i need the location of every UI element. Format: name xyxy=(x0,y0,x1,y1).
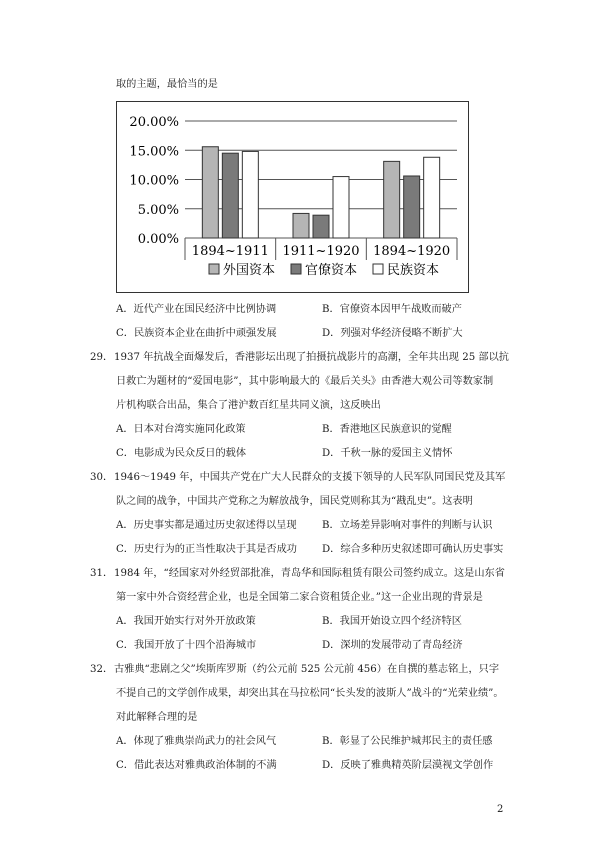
y-tick-label: 0.00% xyxy=(137,232,179,247)
y-tick-label: 15.00% xyxy=(129,144,179,160)
q31-number: 31． xyxy=(90,568,114,579)
bar xyxy=(424,157,440,238)
y-tick-label: 20.00% xyxy=(129,115,179,130)
x-tick-label: 1911~1920 xyxy=(282,244,360,259)
q32-line-1: 古雅典“悲剧之父”埃斯库罗斯（约公元前 525 公元前 456）在自撰的墓志铭上，只字 xyxy=(114,664,500,675)
q32-line-3: 对此解释合理的是 xyxy=(116,712,198,723)
q29-line-2: 日救亡为题材的“爱国电影”，其中影响最大的《最后关头》由香港大观公司等数家制 xyxy=(116,376,494,387)
q31-option-a: A．我国开始实行对外开放政策 xyxy=(116,616,256,627)
q30-number: 30． xyxy=(90,472,114,483)
question-intro: 取的主题，最恰当的是 xyxy=(116,79,218,90)
q28-option-c: C．民族资本企业在曲折中顽强发展 xyxy=(116,328,277,339)
q29-option-d: D．千秋一脉的爱国主义情怀 xyxy=(322,448,453,459)
legend-swatch xyxy=(373,264,383,274)
q32-line-2: 不提自己的文学创作成果，却突出其在马拉松同“长头发的波斯人”战斗的“光荣业绩”。 xyxy=(116,688,504,699)
q31-line-1: 1984 年，“经国家对外经贸部批准，青岛华和国际租赁有限公司签约成立。这是山东省 xyxy=(114,568,505,579)
bar xyxy=(384,161,400,238)
q31-option-d: D．深圳的发展带动了青岛经济 xyxy=(322,640,463,651)
q28-option-b: B．官僚资本因甲午战败而破产 xyxy=(322,304,462,315)
bar xyxy=(293,213,309,238)
q30-line-1: 1946～1949 年，中国共产党在广大人民群众的支援下领导的人民军队同国民党及其军 xyxy=(114,472,506,483)
q31-option-b: B．我国开始设立四个经济特区 xyxy=(322,616,462,627)
q32-number: 32． xyxy=(90,664,114,675)
q30-option-d: D．综合多种历史叙述即可确认历史事实 xyxy=(322,544,504,555)
q28-option-a: A．近代产业在国民经济中比例协调 xyxy=(116,304,277,315)
x-tick-label: 1894~1911 xyxy=(191,244,269,259)
q29-option-b: B．香港地区民族意识的觉醒 xyxy=(322,424,452,435)
q29-option-c: C．电影成为民众反日的载体 xyxy=(116,448,247,459)
q28-option-d: D．列强对华经济侵略不断扩大 xyxy=(322,328,463,339)
y-tick-label: 10.00% xyxy=(129,173,179,189)
q31-option-c: C．我国开放了十四个沿海城市 xyxy=(116,640,257,651)
q29-line-3: 片机构联合出品，集合了港沪数百红星共同义演，这反映出 xyxy=(116,400,381,411)
page-number: 2 xyxy=(497,804,504,815)
q30-line-2: 队之间的战争，中国共产党称之为解放战争，国民党则称其为“戡乱史”。这表明 xyxy=(116,496,473,507)
q29-option-a: A．日本对台湾实施同化政策 xyxy=(116,424,246,435)
legend-label: 官僚资本 xyxy=(305,263,358,278)
q30-option-b: B．立场差异影响对事件的判断与认识 xyxy=(322,520,493,531)
y-tick-label: 5.00% xyxy=(137,202,179,218)
legend-label: 外国资本 xyxy=(223,263,276,278)
q29-line-1: 1937 年抗战全面爆发后，香港影坛出现了拍摄抗战影片的高潮，全年共出现 25 部以抗 xyxy=(114,352,509,363)
bar xyxy=(333,177,349,238)
q32-option-a: A．体现了雅典崇尚武力的社会风气 xyxy=(116,736,277,747)
q31-line-2: 第一家中外合资经营企业，也是全国第二家合资租赁企业。”这一企业出现的背景是 xyxy=(116,592,483,603)
bar-chart xyxy=(116,101,469,293)
bar xyxy=(222,153,238,238)
legend-swatch xyxy=(291,264,301,274)
bar xyxy=(242,151,258,238)
q30-option-c: C．历史行为的正当性取决于其是否成功 xyxy=(116,544,297,555)
q32-option-b: B．彰显了公民维护城邦民主的责任感 xyxy=(322,736,493,747)
bar xyxy=(202,147,218,238)
q32-option-c: C．借此表达对雅典政治体制的不满 xyxy=(116,760,277,771)
x-tick-label: 1894~1920 xyxy=(373,244,451,259)
bar xyxy=(313,215,329,238)
q29-number: 29． xyxy=(90,352,114,363)
q30-option-a: A．历史事实都是通过历史叙述得以呈现 xyxy=(116,520,297,531)
legend-label: 民族资本 xyxy=(387,263,440,278)
legend-swatch xyxy=(209,264,219,274)
chart-svg xyxy=(117,102,468,292)
bar xyxy=(404,176,420,238)
q32-option-d: D．反映了雅典精英阶层漠视文学创作 xyxy=(322,760,494,771)
